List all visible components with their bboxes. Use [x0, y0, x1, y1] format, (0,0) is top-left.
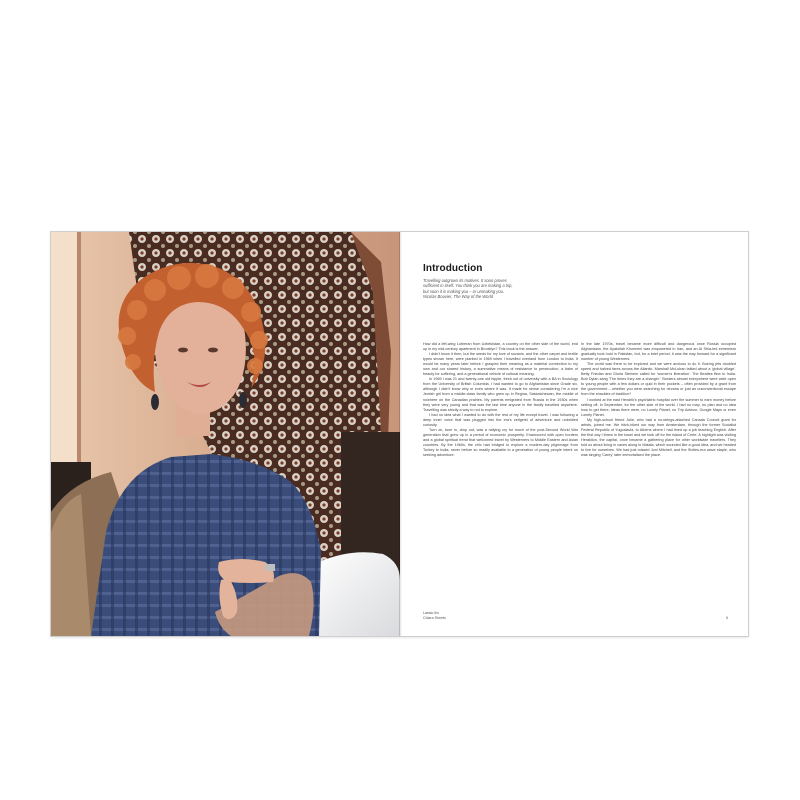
paragraph: My high-school friend Julie, who had a no-strings-attached Canada Council grant for artists, joined me. We hitch-hiked our way from Amsterdam, through the former Socialist Federal Republic of Yugoslavia, to Athens where I had lined up a job teaching English. After the first day I threw in the towel and we took off for the island of Crete. A highlight was visiting Heraklion, the capital, once became a gathering place for other worldwide travellers. They told us about living in caves along in Matala, which sounded like a good idea, and we headed to live for ourselves. We had just missed Joni Mitchell, and the Sixties-era wave staple, who was singing 'Carey' later immortalised the place.	[581, 417, 736, 458]
paragraph: I had no idea what I wanted to do with the rest of my life except travel. I was following a deep inner voice that was plugged into the era's zeitgeist of adventure and unbridled curiosity.	[423, 412, 578, 427]
body-column-left	[423, 342, 578, 458]
earring-right	[239, 392, 247, 408]
portrait-illustration	[51, 232, 400, 636]
epigraph-quote: Travelling outgrows its motives. It soon proves sufficient in itself. You think you are making a trip, but soon it is making you – or unmaking you.	[423, 278, 513, 294]
credit-line: Chiara Sheets	[423, 615, 446, 620]
portrait-photo	[51, 232, 400, 636]
white-armchair	[312, 552, 400, 636]
body-column-right	[581, 342, 736, 458]
eye-left	[178, 348, 188, 353]
eye-right	[208, 348, 218, 353]
paragraph: I didn't know it then, but the seeds for my love of suzanis, and the other carpet and textile types shown here, were planted in 1969 when I travelled overland from London to India. It would be many years later before I grasped their meaning as a material connection to my own and our shared history, a summative means of resistance to persecution, a balm of beauty for suffering, and a generational vehicle of cultural meaning.	[423, 352, 578, 377]
paragraph: The world was there to be explored and we were anxious to do it. Boeing jets doubled speed and halved fares across the Atlantic. Marshall McLuhan talked about a 'global village'. Betty Friedan and Gloria Steinem called for 'women's liberation'. The Beatles flew to India. Bob Dylan sang 'The times they are a-changin'.' Borders almost everywhere were wide open to young people with a few dollars or quid in their pockets – often provided by a grant from the government – whether you were searching for nirvana or just an unconventional escape from the shackles of tradition?	[581, 362, 736, 397]
text-page	[402, 232, 748, 636]
wristwatch	[265, 564, 275, 571]
epigraph	[423, 278, 518, 299]
epigraph-attribution: Nicolas Bouvier, The Way of the World	[423, 293, 494, 299]
credit-line: Lasslo Illo	[423, 611, 439, 615]
photo-credit	[423, 611, 446, 620]
chapter-title: Introduction	[423, 262, 483, 274]
paragraph: I worked at the east Hendrik's psychiatric hospital over the summer to earn money before setting off, in September, for the other side of the world. I had no map, no plan and no idea how to get there, ideas there were, no Lonely Planet, no Trip Advisor, Google Maps or even Lonely Planet.	[581, 397, 736, 417]
paragraph: Turn on, tune in, drop out, was a rallying cry for much of the post-Second World War generation that grew up in a period of economic prosperity. Enamoured with open borders and a global spiritual trend that welcomed travel by Westerners to Middle Eastern and Asian countries. By the 1960s, the chic had bridged to explore a modern-day pilgrimage from Turkey to India; never before so readily available to a generation of young people intent on seeking adventure.	[423, 427, 578, 458]
page-number: 5	[726, 616, 728, 620]
paragraph: In the late 1970s, travel became more difficult and dangerous once Russia occupied Afghanistan, the Ayatollah Khomeini was empowered in Iran, and an Al Shia-led extremism gradually took hold in Pakistan, but, for a brief period, it was the way forward for a significant number of young Westerners.	[581, 342, 736, 362]
earring-left	[151, 394, 159, 410]
paragraph: How did a left-wing Lutheran from Uzbekistan, a country on the other side of the world, end up in my mid-century apartment in Brooklyn? This book is the answer.	[423, 342, 578, 352]
paragraph: In 1969 I was 21 and twenty-one old hippie, fresh out of university with a BA in Sociology from the University of British Columbia. I had wanted to go to Afghanistan since Grade six, although I didn't know why or even where it was. It made for sense considering I'm a nice Jewish girl from a middle-class family who grew up in Regina, Saskatchewan, the middle of nowhere on the Canadian prairies. My parents emigrated from Russia in the 1930s when they were very young and that was the last time anyone in the family travelled anywhere. Travelling was strictly a way to not to explore.	[423, 377, 578, 412]
window-light	[51, 232, 77, 462]
book-spread	[51, 232, 748, 636]
